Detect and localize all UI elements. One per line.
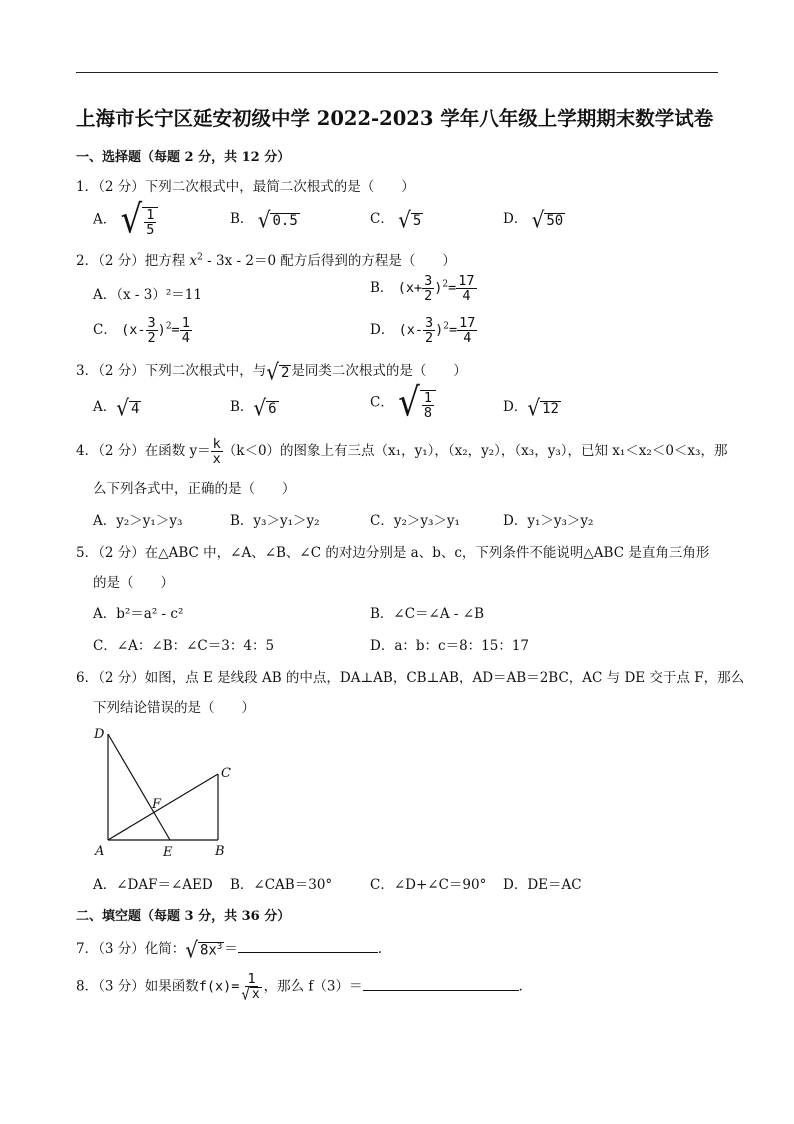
q6-option-b[interactable]: B．∠CAB＝30° <box>230 877 333 893</box>
q2-option-a[interactable]: A．（x - 3）²＝11 <box>93 287 202 303</box>
question-6-stem: 6．（2 分）如图，点 E 是线段 AB 的中点，DA⊥AB，CB⊥AB，AD＝AB＝2BC，AC 与 DE 交于点 F，那么 <box>76 670 745 686</box>
label-e: E <box>163 845 173 860</box>
q6-option-a[interactable]: A．∠DAF＝∠AED <box>93 877 213 893</box>
q8-answer-blank[interactable] <box>363 976 519 991</box>
question-4-stem: 4．（2 分）在函数 y＝ $\frac{k}{x}$ （k＜0）的图象上有三点（x₁，y₁），（x₂，y₂），（x₃，y₃），已知 x₁＜x₂＜0＜x₃，那 <box>76 436 728 468</box>
q4-option-b[interactable]: B．y₃＞y₁＞y₂ <box>230 513 320 529</box>
question-5-stem: 5．（2 分）在△ABC 中，∠A、∠B、∠C 的对边分别是 a、b、c，下列条件不能说明△ABC 是直角三角形 <box>76 545 710 561</box>
label-d: D <box>94 727 105 742</box>
question-1-stem: 1．（2 分）下列二次根式中，最简二次根式的是（ ） <box>76 179 415 195</box>
page-title: 上海市长宁区延安初级中学 2022-2023 学年八年级上学期期末数学试卷 <box>76 107 714 130</box>
question-6-stem-line2: 下列结论错误的是（ ） <box>93 700 255 716</box>
q1-option-c[interactable]: C． √ 5 <box>370 206 422 233</box>
label-c: C <box>221 766 231 781</box>
q2-option-b[interactable]: B． (x+ $\frac{3}{2}$ )$^2$= $\frac{17}{4}$ <box>370 273 475 305</box>
segment-de <box>108 734 170 840</box>
q1-option-d[interactable]: D． √ 50 <box>503 206 564 233</box>
q4-option-a[interactable]: A．y₂＞y₁＞y₃ <box>93 513 183 529</box>
q3-option-d[interactable]: D． √ 12 <box>503 394 559 421</box>
section-heading-fill: 二、填空题（每题 3 分，共 36 分） <box>76 909 291 924</box>
q4-option-c[interactable]: C．y₂＞y₃＞y₁ <box>370 513 460 529</box>
sqrt-fraction: √ $\frac{1}{5}$ <box>121 203 159 237</box>
question-2-stem: 2．（2 分）把方程 $x^2 - 3x - 2=0$ 配方后得到的方程是（ ） <box>76 252 456 269</box>
question-7: 7．（3 分）化简： √ $8x^3$ ＝ . <box>76 936 383 963</box>
label-b: B <box>215 844 225 859</box>
q5-option-d[interactable]: D．a：b：c＝8：15：17 <box>370 638 530 654</box>
q6-option-c[interactable]: C．∠D+∠C＝90° <box>370 877 487 893</box>
label-f: F <box>152 797 162 812</box>
header-rule <box>76 72 718 73</box>
q3-option-a[interactable]: A． √ 4 <box>93 394 140 421</box>
segment-ac <box>108 774 218 840</box>
geometry-figure <box>90 722 250 862</box>
q5-option-c[interactable]: C．∠A：∠B：∠C＝3：4：5 <box>93 638 275 654</box>
question-3-stem: 3．（2 分）下列二次根式中，与 √ 2 是同类二次根式的是（ ） <box>76 358 467 385</box>
question-8: 8．（3 分）如果函数f(x)= 1 √ x ，那么 f（3）＝ . <box>76 971 523 1005</box>
q5-option-a[interactable]: A．b²＝a² - c² <box>93 606 184 622</box>
q1-option-a[interactable]: A． √ $\frac{1}{5}$ <box>93 203 158 237</box>
q2-option-c[interactable]: C． (x- $\frac{3}{2}$ )$^2$= $\frac{1}{4}$ <box>93 315 190 347</box>
section-heading-choice: 一、选择题（每题 2 分，共 12 分） <box>76 150 291 165</box>
q5-option-b[interactable]: B．∠C＝∠A - ∠B <box>370 606 484 622</box>
question-5-stem-line2: 的是（ ） <box>93 575 174 591</box>
q4-option-d[interactable]: D．y₁＞y₃＞y₂ <box>503 513 594 529</box>
label-a: A <box>95 844 105 859</box>
q3-option-b[interactable]: B． √ 6 <box>230 394 277 421</box>
q7-answer-blank[interactable] <box>238 938 378 953</box>
question-4-stem-line2: 么下列各式中，正确的是（ ） <box>93 481 296 497</box>
q2-option-d[interactable]: D． (x- $\frac{3}{2}$ )$^2$= $\frac{17}{4}$ <box>370 315 476 347</box>
q6-option-d[interactable]: D．DE＝AC <box>503 877 582 893</box>
q1-option-b[interactable]: B． √ 0.5 <box>230 206 298 233</box>
q3-option-c[interactable]: C． √ $\frac{1}{8}$ <box>370 386 436 420</box>
